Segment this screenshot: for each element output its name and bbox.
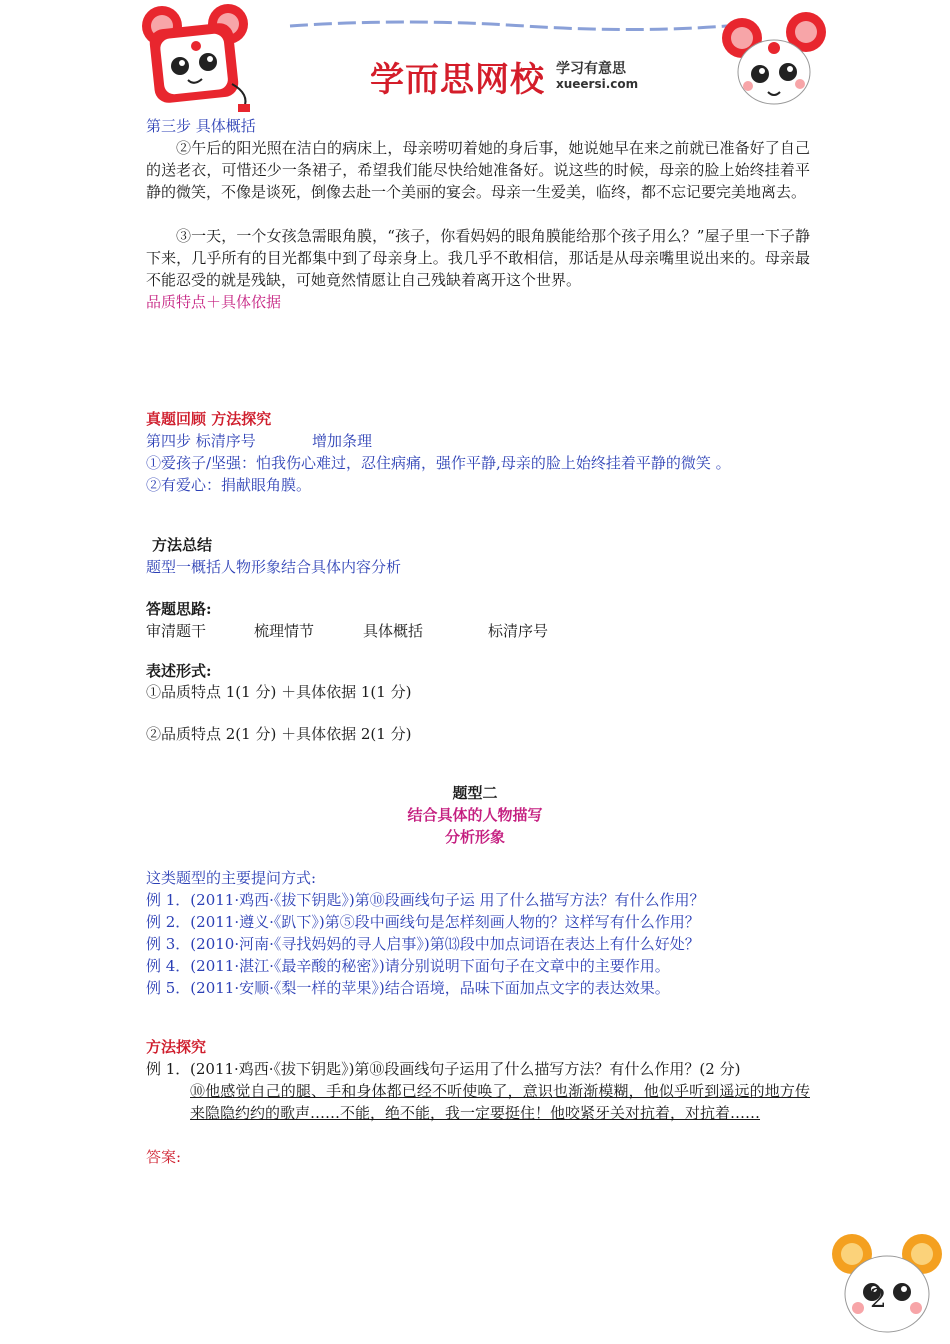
method-quote: ⑩他感觉自己的腿、手和身体都已经不听使唤了，意识也渐渐模糊，他似乎听到遥远的地方传来隐隐约约的歌声……不能，绝不能，我一定要挺住！他咬紧牙关对抗着，对抗着…… (190, 1082, 810, 1122)
method-question-prefix: 例 1． (146, 1060, 191, 1078)
example-1: 例 1．(2011·鸡西·《拔下钥匙》)第⑩段画线句子运 用了什么描写方法？有什么作用？ (146, 891, 705, 909)
brand-slogan: 学习有意思 (556, 61, 626, 77)
page-number: 2 (870, 1284, 887, 1314)
paragraph-3: ③一天，一个女孩急需眼角膜，“孩子，你看妈妈的眼角膜能给那个孩子用么？”屋子里一下子静下来，几乎所有的目光都集中到了母亲身上。我几乎不敢相信，那话是从母亲嘴里说出来的。母亲最不能忍受的就是残缺，可她竟然情愿让自己残缺着离开这个世界。 (146, 227, 810, 289)
formula-label: 品质特点＋具体依据 (146, 293, 282, 311)
mascot-left-icon (132, 4, 262, 120)
step4-heading: 第四步 标清序号 (146, 432, 256, 450)
type2-title: 题型二 (452, 784, 498, 802)
item1-text: ①爱孩子/坚强：怕我伤心难过，忍住病痛，强作平静,母亲的脸上始终挂着平静的微笑 。 (146, 454, 731, 472)
mascot-bottom-icon (828, 1228, 946, 1344)
example-5: 例 5．(2011·安顺·《梨一样的苹果》)结合语境，品味下面加点文字的表达效果。 (146, 979, 670, 997)
paragraph-2: ②午后的阳光照在洁白的病床上，母亲唠叨着她的身后事，她说她早在来之前就已准备好了自己的送老衣，可惜还少一条裙子，希望我们能尽快给她准备好。说这些的时候，母亲的脸上始终挂着平静的微笑，不像是谈死，倒像去赴一个美丽的宴会。母亲一生爱美，临终，都不忘记要完美地离去。 (146, 139, 810, 201)
method-question: (2011·鸡西·《拔下钥匙》)第⑩段画线句子运用了什么描写方法？有什么作用？(2 分) (190, 1060, 741, 1078)
approach-step-3: 具体概括 (363, 622, 424, 640)
step4-subheading: 增加条理 (312, 432, 373, 450)
step3-heading: 第三步 具体概括 (146, 117, 256, 135)
mascot-right-icon (718, 10, 828, 114)
form-item-2: ②品质特点 2(1 分) ＋具体依据 2(1 分) (146, 725, 412, 743)
item2-text: ②有爱心：捐献眼角膜。 (146, 476, 312, 494)
header-banner-strip (285, 0, 755, 32)
example-3: 例 3．(2010·河南·《寻找妈妈的寻人启事》)第⒀段中加点词语在表达上有什么好处？ (146, 935, 700, 953)
type1-title: 题型一概括人物形象结合具体内容分析 (146, 558, 402, 576)
approach-step-4: 标清序号 (488, 622, 549, 640)
ask-label: 这类题型的主要提问方式: (146, 869, 317, 887)
example-4: 例 4．(2011·湛江·《最辛酸的秘密》)请分别说明下面句子在文章中的主要作用。 (146, 957, 670, 975)
approach-label: 答题思路: (146, 600, 212, 618)
review-title: 真题回顾 方法探究 (146, 410, 272, 428)
approach-step-2: 梳理情节 (254, 622, 315, 640)
approach-step-1: 审清题干 (146, 622, 207, 640)
answer-label: 答案: (146, 1148, 182, 1166)
form-label: 表述形式: (146, 662, 212, 680)
brand-logo: 学而思网校 (370, 60, 545, 100)
form-item-1: ①品质特点 1(1 分) ＋具体依据 1(1 分) (146, 683, 412, 701)
example-2: 例 2．(2011·遵义·《趴下》)第⑤段中画线句是怎样刻画人物的？这样写有什么作用？ (146, 913, 700, 931)
method-title: 方法探究 (146, 1038, 207, 1056)
type2-subtitle-2: 分析形象 (444, 828, 505, 846)
review-item-2 (146, 474, 311, 496)
review-item-1 (146, 452, 731, 474)
type2-subtitle-1: 结合具体的人物描写 (407, 806, 543, 824)
summary-title: 方法总结 (152, 536, 213, 554)
brand-domain: xueersi.com (556, 77, 639, 91)
